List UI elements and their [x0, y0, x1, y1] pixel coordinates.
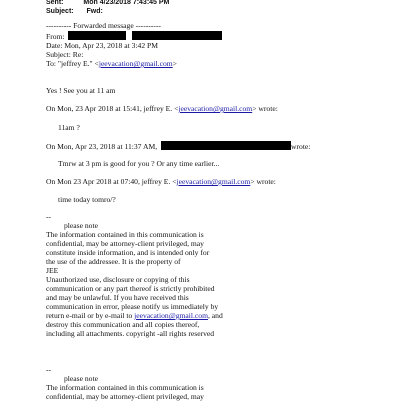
- quote2-prefix: On Mon, Apr 23, 2018 at 11:37 AM,: [46, 142, 158, 151]
- disclaimer-line: and may be unlawful. If you have received this: [46, 293, 189, 302]
- disclaimer-line: confidential, may be attorney-client privileged, may: [46, 392, 204, 401]
- quote-header-2: [46, 141, 310, 151]
- disclaimer-line: the use of the addressee. It is the property of: [46, 257, 181, 266]
- from-label: From:: [46, 32, 65, 41]
- disclaimer-line: Unauthorized use, disclosure or copying of this: [46, 275, 190, 284]
- reply-1: Yes ! See you at 11 am: [46, 86, 116, 95]
- disclaimer-line: destroy this communication and all copies thereof,: [46, 320, 200, 329]
- return-suffix: , and: [207, 311, 223, 320]
- disclaimer-line: JEE: [46, 266, 59, 275]
- disclaimer-line: constitute inside information, and is intended only for: [46, 248, 210, 257]
- quote3-email-link[interactable]: jeevacation@gmail.com: [176, 177, 251, 186]
- redaction-box: [161, 141, 291, 150]
- redaction-box: [132, 31, 222, 40]
- disclaimer-line: The information contained in this communication is: [46, 383, 204, 392]
- disclaimer-line: communication in error, please notify us immediately by: [46, 302, 219, 311]
- subject-value: Fwd:: [86, 8, 103, 15]
- subject-row: [46, 7, 103, 16]
- date-line: Date: Mon, Apr 23, 2018 at 3:42 PM: [46, 41, 159, 50]
- disclaimer-line: communication or any part thereof is strictly prohibited: [46, 284, 215, 293]
- to-email-link[interactable]: jeevacation@gmail.com: [98, 59, 173, 68]
- message-1: 11am ?: [58, 123, 80, 132]
- quote1-email-link[interactable]: jeevacation@gmail.com: [178, 104, 253, 113]
- quote1-prefix: On Mon, 23 Apr 2018 at 15:41, jeffrey E. <: [46, 104, 179, 113]
- forward-separator: ---------- Forwarded message ----------: [46, 21, 161, 30]
- please-note: please note: [64, 374, 98, 383]
- redaction-box: [68, 31, 126, 40]
- sent-label: Sent:: [46, 0, 64, 6]
- to-prefix: To: "jeffrey E." <: [46, 59, 99, 68]
- disclaimer-line: including all attachments. copyright -all rights reserved: [46, 329, 215, 338]
- quote-header-1: [46, 104, 278, 113]
- quote-header-3: [46, 177, 276, 186]
- from-row: [46, 31, 222, 41]
- signature-dashes: --: [46, 365, 52, 374]
- subject-line: Subject: Re:: [46, 50, 84, 59]
- disclaimer-return-line: [46, 311, 223, 320]
- to-line: [46, 59, 177, 68]
- quote1-suffix: > wrote:: [252, 104, 278, 113]
- to-suffix: >: [172, 59, 177, 68]
- disclaimer-line: The information contained in this communication is: [46, 230, 204, 239]
- message-2: Tmrw at 3 pm is good for you ? Or any time earlier...: [58, 159, 220, 168]
- quote2-suffix: wrote:: [291, 142, 311, 151]
- please-note: please note: [64, 221, 98, 230]
- subject-label: Subject:: [46, 8, 74, 15]
- return-email-link[interactable]: jeevacation@gmail.com: [134, 311, 208, 320]
- quote3-prefix: On Mon 23 Apr 2018 at 07:40, jeffrey E. <: [46, 177, 177, 186]
- disclaimer-line: confidential, may be attorney-client privileged, may: [46, 239, 204, 248]
- sent-value: Mon 4/23/2018 7:43:45 PM: [83, 0, 170, 6]
- signature-dashes: --: [46, 212, 52, 221]
- sent-row: [46, 0, 169, 7]
- message-3: time today tomro/?: [58, 195, 116, 204]
- quote3-suffix: > wrote:: [250, 177, 276, 186]
- return-prefix: return e-mail or by e-mail to: [46, 311, 135, 320]
